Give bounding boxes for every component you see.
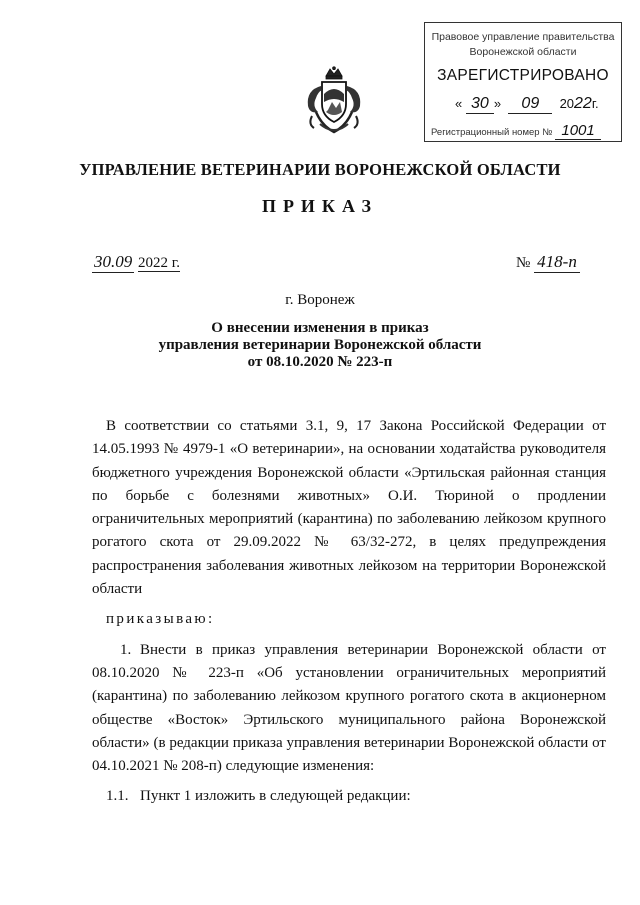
stamp-authority-line1: Правовое управление правительства xyxy=(431,31,615,43)
stamp-year-prefix: 20 xyxy=(559,96,575,111)
stamp-year-suffix: 22 xyxy=(574,95,592,112)
item-1-number: 1. xyxy=(120,641,132,658)
stamp-reg-label: Регистрационный номер № xyxy=(431,127,553,138)
stamp-date xyxy=(455,95,599,114)
document-number xyxy=(516,252,580,273)
city: г. Воронеж xyxy=(285,292,355,308)
order-word: приказываю: xyxy=(106,611,215,628)
item-1-1-paragraph xyxy=(92,785,606,808)
date-year: 2022 г. xyxy=(138,255,180,271)
item-1-paragraph xyxy=(92,639,606,779)
document-body xyxy=(92,415,606,809)
stamp-quote-close: » xyxy=(493,96,502,111)
item-1-1-text: Пункт 1 изложить в следующей редакции: xyxy=(140,788,411,805)
preamble-paragraph: В соответствии со статьями 3.1, 9, 17 Закона Российской Федерации от 14.05.1993 № 4979-1 «О ветеринарии», на основании ходатайства руководителя бюджетного учреждения Воронежской области «Эртильская районная станция по борьбе с болезнями животных» О.И. Тюриной о продлении ограничительных мероприятий (карантина) по заболеванию лейкозом крупного рогатого скота от 29.09.2022 № 63/32-272, в целях предупреждения распространения заболевания животных лейкозом на территории Воронежской области xyxy=(92,418,606,598)
registration-stamp xyxy=(424,22,622,142)
document-subject xyxy=(0,320,640,371)
subject-line: О внесении изменения в приказ xyxy=(211,320,429,336)
stamp-quote-open: « xyxy=(455,96,463,111)
organization-title: УПРАВЛЕНИЕ ВЕТЕРИНАРИИ ВОРОНЕЖСКОЙ ОБЛАСТИ xyxy=(79,160,561,179)
number-label: № xyxy=(515,255,531,271)
date-handwritten: 30.09 xyxy=(94,252,133,271)
document-type-title: ПРИКАЗ xyxy=(261,196,379,216)
coat-of-arms-icon xyxy=(302,66,366,138)
stamp-day: 30 xyxy=(466,95,494,114)
subject-line: управления ветеринарии Воронежской области xyxy=(158,337,482,353)
stamp-reg-number: 1001 xyxy=(555,122,601,140)
stamp-authority-line2: Воронежской области xyxy=(469,46,577,58)
document-date xyxy=(92,252,180,273)
subject-line: от 08.10.2020 № 223-п xyxy=(247,354,393,370)
item-1-text: Внести в приказ управления ветеринарии Воронежской области от 08.10.2020 № 223-п «Об установлении ограничительных мероприятий (карантина) по заболеванию лейкозом крупного рогатого скота в акционерном обществе «Восток» Эртильского муниципального района Воронежской области» (в редакции приказа управления ветеринарии Воронежской области от 04.10.2021 № 208-п) следующие изменения: xyxy=(92,641,606,775)
item-1-1-number: 1.1. xyxy=(106,788,129,805)
stamp-year-end: г. xyxy=(591,96,599,111)
stamp-month: 09 xyxy=(508,95,552,114)
stamp-status: ЗАРЕГИСТРИРОВАНО xyxy=(437,67,609,84)
stamp-registration xyxy=(431,122,601,140)
number-handwritten: 418-п xyxy=(534,252,580,273)
